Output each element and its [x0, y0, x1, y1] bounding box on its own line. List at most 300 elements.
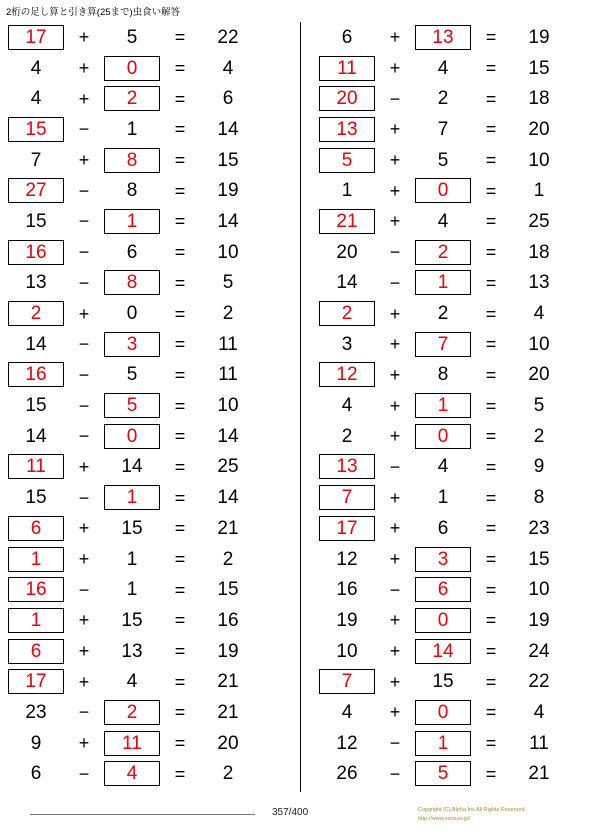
- equation-row: [319, 298, 600, 329]
- operator-symbol: −: [78, 395, 90, 416]
- operand-1: 23: [25, 701, 47, 723]
- operator-symbol: −: [78, 579, 90, 600]
- answer-box-operand-1[interactable]: 12: [319, 362, 375, 387]
- answer-box-operand-1[interactable]: 2: [8, 301, 64, 326]
- equation-row: [8, 268, 300, 299]
- operator-symbol: +: [389, 395, 401, 416]
- equation-row: [319, 421, 600, 452]
- answer-box-operand-1[interactable]: 21: [319, 209, 375, 234]
- result-value: 25: [217, 456, 239, 478]
- equation-row: [319, 329, 600, 360]
- equation-row: [8, 452, 300, 483]
- answer-box-operand-2[interactable]: 1: [415, 731, 471, 756]
- operator-symbol: +: [389, 180, 401, 201]
- result-value: 20: [528, 118, 550, 140]
- answer-box-operand-2[interactable]: 2: [104, 86, 160, 111]
- equals-symbol: =: [174, 763, 186, 784]
- operator-symbol: +: [78, 733, 90, 754]
- operand-1: 4: [341, 395, 353, 417]
- equation-row: [319, 268, 600, 299]
- operand-1: 15: [25, 210, 47, 232]
- answer-box-operand-1[interactable]: 17: [319, 516, 375, 541]
- result-value: 2: [222, 763, 234, 785]
- equals-symbol: =: [485, 242, 497, 263]
- operand-1: 15: [25, 395, 47, 417]
- operator-symbol: +: [78, 88, 90, 109]
- result-value: 9: [533, 456, 545, 478]
- worksheet-column-left: [0, 22, 300, 792]
- result-value: 10: [217, 241, 239, 263]
- equation-row: [319, 114, 600, 145]
- equals-symbol: =: [174, 487, 186, 508]
- operand-2: 4: [437, 57, 449, 79]
- copyright-line-2: http://www.sansuu.jp/: [418, 815, 470, 822]
- answer-box-operand-1[interactable]: 1: [8, 547, 64, 572]
- operand-1: 16: [336, 579, 358, 601]
- answer-box-operand-1[interactable]: 2: [319, 301, 375, 326]
- operator-symbol: −: [78, 763, 90, 784]
- operand-2: 1: [126, 579, 138, 601]
- answer-box-operand-2[interactable]: 2: [104, 700, 160, 725]
- result-value: 15: [217, 579, 239, 601]
- answer-box-operand-1[interactable]: 7: [319, 485, 375, 510]
- copyright-line-1: Copyright (C) Alpha,Inc All Rights Reserved.: [418, 807, 526, 813]
- operator-symbol: +: [389, 487, 401, 508]
- equals-symbol: =: [174, 334, 186, 355]
- equation-row: [8, 513, 300, 544]
- worksheet-column-right: [300, 22, 600, 792]
- operator-symbol: +: [389, 364, 401, 385]
- equation-row: [8, 175, 300, 206]
- operator-symbol: −: [78, 702, 90, 723]
- operator-symbol: +: [389, 610, 401, 631]
- equals-symbol: =: [174, 211, 186, 232]
- operator-symbol: +: [389, 549, 401, 570]
- equals-symbol: =: [174, 119, 186, 140]
- result-value: 10: [528, 579, 550, 601]
- operator-symbol: +: [389, 150, 401, 171]
- equals-symbol: =: [485, 180, 497, 201]
- equation-row: [8, 237, 300, 268]
- answer-box-operand-2[interactable]: 7: [415, 332, 471, 357]
- result-value: 21: [217, 517, 239, 539]
- equation-row: [8, 22, 300, 53]
- result-value: 25: [528, 210, 550, 232]
- answer-box-operand-2[interactable]: 0: [415, 424, 471, 449]
- result-value: 10: [528, 149, 550, 171]
- operand-2: 13: [121, 640, 143, 662]
- operand-2: 7: [437, 118, 449, 140]
- page-title: 2桁の足し算と引き算(25まで)虫食い解答: [6, 7, 181, 18]
- answer-box-operand-2[interactable]: 1: [104, 209, 160, 234]
- operator-symbol: +: [78, 641, 90, 662]
- answer-box-operand-1[interactable]: 16: [8, 362, 64, 387]
- answer-box-operand-1[interactable]: 16: [8, 240, 64, 265]
- answer-box-operand-1[interactable]: 27: [8, 178, 64, 203]
- equation-row: [8, 298, 300, 329]
- result-value: 14: [217, 487, 239, 509]
- operand-2: 6: [126, 241, 138, 263]
- operand-1: 14: [25, 333, 47, 355]
- page-number: 357/400: [272, 807, 309, 818]
- operator-symbol: +: [389, 27, 401, 48]
- equals-symbol: =: [174, 58, 186, 79]
- result-value: 2: [533, 425, 545, 447]
- equation-row: [8, 390, 300, 421]
- equals-symbol: =: [174, 242, 186, 263]
- result-value: 24: [528, 640, 550, 662]
- equals-symbol: =: [485, 88, 497, 109]
- equals-symbol: =: [485, 119, 497, 140]
- operand-2: 6: [437, 517, 449, 539]
- operand-2: 1: [126, 548, 138, 570]
- operand-2: 1: [437, 487, 449, 509]
- equals-symbol: =: [174, 671, 186, 692]
- result-value: 4: [222, 57, 234, 79]
- result-value: 22: [528, 671, 550, 693]
- equals-symbol: =: [485, 334, 497, 355]
- result-value: 5: [533, 395, 545, 417]
- equals-symbol: =: [174, 549, 186, 570]
- equals-symbol: =: [485, 610, 497, 631]
- operand-2: 2: [437, 303, 449, 325]
- equation-row: [319, 728, 600, 759]
- result-value: 4: [533, 303, 545, 325]
- answer-box-operand-1[interactable]: 17: [8, 669, 64, 694]
- equals-symbol: =: [485, 211, 497, 232]
- equals-symbol: =: [174, 180, 186, 201]
- equation-row: [8, 636, 300, 667]
- answer-box-operand-1[interactable]: 15: [8, 117, 64, 142]
- equation-row: [8, 329, 300, 360]
- operand-1: 4: [30, 57, 42, 79]
- answer-box-operand-1[interactable]: 1: [8, 608, 64, 633]
- equals-symbol: =: [174, 456, 186, 477]
- operand-1: 10: [336, 640, 358, 662]
- equals-symbol: =: [485, 426, 497, 447]
- equation-row: [8, 114, 300, 145]
- operator-symbol: +: [78, 150, 90, 171]
- operator-symbol: +: [389, 426, 401, 447]
- result-value: 14: [217, 118, 239, 140]
- operand-2: 15: [121, 609, 143, 631]
- answer-box-operand-2[interactable]: 14: [415, 639, 471, 664]
- equals-symbol: =: [174, 150, 186, 171]
- result-value: 21: [217, 671, 239, 693]
- equals-symbol: =: [485, 27, 497, 48]
- equals-symbol: =: [485, 150, 497, 171]
- answer-box-operand-1[interactable]: 11: [319, 56, 375, 81]
- answer-box-operand-1[interactable]: 5: [319, 148, 375, 173]
- equals-symbol: =: [485, 364, 497, 385]
- equals-symbol: =: [485, 395, 497, 416]
- equation-row: [319, 666, 600, 697]
- operand-2: 4: [437, 210, 449, 232]
- equals-symbol: =: [485, 487, 497, 508]
- equals-symbol: =: [174, 579, 186, 600]
- operator-symbol: +: [78, 303, 90, 324]
- operator-symbol: +: [389, 641, 401, 662]
- answer-box-operand-2[interactable]: 5: [415, 761, 471, 786]
- copyright-notice: [418, 806, 526, 824]
- answer-box-operand-1[interactable]: 7: [319, 669, 375, 694]
- result-value: 6: [222, 88, 234, 110]
- answer-box-operand-2[interactable]: 3: [104, 332, 160, 357]
- equals-symbol: =: [485, 272, 497, 293]
- answer-box-operand-1[interactable]: 13: [319, 117, 375, 142]
- operand-2: 15: [432, 671, 454, 693]
- result-value: 18: [528, 241, 550, 263]
- operator-symbol: −: [78, 272, 90, 293]
- operator-symbol: −: [389, 88, 401, 109]
- equals-symbol: =: [485, 733, 497, 754]
- operator-symbol: +: [389, 58, 401, 79]
- answer-box-operand-2[interactable]: 0: [415, 608, 471, 633]
- result-value: 20: [528, 364, 550, 386]
- operator-symbol: −: [78, 334, 90, 355]
- equals-symbol: =: [485, 641, 497, 662]
- equals-symbol: =: [485, 763, 497, 784]
- operand-2: 8: [126, 180, 138, 202]
- equation-row: [8, 206, 300, 237]
- equation-row: [319, 636, 600, 667]
- result-value: 11: [218, 333, 238, 355]
- equation-row: [319, 360, 600, 391]
- operand-1: 13: [25, 272, 47, 294]
- equals-symbol: =: [174, 610, 186, 631]
- operand-2: 1: [126, 118, 138, 140]
- equation-row: [319, 513, 600, 544]
- equals-symbol: =: [174, 702, 186, 723]
- operand-1: 12: [336, 548, 358, 570]
- result-value: 14: [217, 210, 239, 232]
- result-value: 11: [529, 732, 549, 754]
- operator-symbol: −: [389, 272, 401, 293]
- equation-row: [319, 206, 600, 237]
- result-value: 4: [533, 701, 545, 723]
- result-value: 13: [528, 272, 550, 294]
- equation-row: [319, 83, 600, 114]
- result-value: 5: [222, 272, 234, 294]
- operand-2: 14: [121, 456, 143, 478]
- answer-box-operand-1[interactable]: 20: [319, 86, 375, 111]
- operand-2: 0: [126, 303, 138, 325]
- equals-symbol: =: [174, 88, 186, 109]
- result-value: 1: [533, 180, 545, 202]
- operator-symbol: +: [78, 610, 90, 631]
- operator-symbol: +: [389, 334, 401, 355]
- equals-symbol: =: [174, 27, 186, 48]
- result-value: 16: [217, 609, 239, 631]
- operator-symbol: +: [78, 58, 90, 79]
- answer-box-operand-2[interactable]: 11: [104, 731, 160, 756]
- answer-box-operand-1[interactable]: 6: [8, 639, 64, 664]
- answer-box-operand-2[interactable]: 0: [415, 178, 471, 203]
- result-value: 19: [528, 609, 550, 631]
- result-value: 10: [217, 395, 239, 417]
- equation-row: [319, 605, 600, 636]
- equation-row: [319, 145, 600, 176]
- result-value: 19: [528, 26, 550, 48]
- equals-symbol: =: [174, 641, 186, 662]
- operator-symbol: +: [389, 518, 401, 539]
- operand-1: 6: [30, 763, 42, 785]
- result-value: 15: [528, 548, 550, 570]
- equation-row: [8, 482, 300, 513]
- result-value: 21: [528, 763, 550, 785]
- operator-symbol: +: [389, 702, 401, 723]
- result-value: 15: [528, 57, 550, 79]
- equals-symbol: =: [485, 518, 497, 539]
- operator-symbol: −: [389, 733, 401, 754]
- result-value: 15: [217, 149, 239, 171]
- operand-1: 26: [336, 763, 358, 785]
- operator-symbol: −: [78, 119, 90, 140]
- equals-symbol: =: [485, 303, 497, 324]
- equation-row: [319, 482, 600, 513]
- equals-symbol: =: [174, 518, 186, 539]
- operator-symbol: +: [78, 456, 90, 477]
- equals-symbol: =: [485, 579, 497, 600]
- equation-row: [8, 421, 300, 452]
- operand-1: 9: [30, 732, 42, 754]
- answer-box-operand-2[interactable]: 0: [104, 424, 160, 449]
- operand-1: 3: [341, 333, 353, 355]
- equation-row: [319, 697, 600, 728]
- answer-box-operand-2[interactable]: 2: [415, 240, 471, 265]
- operand-1: 2: [341, 425, 353, 447]
- answer-box-operand-2[interactable]: 0: [415, 700, 471, 725]
- operator-symbol: −: [389, 456, 401, 477]
- operator-symbol: +: [389, 211, 401, 232]
- equals-symbol: =: [174, 272, 186, 293]
- operand-1: 4: [341, 701, 353, 723]
- operator-symbol: −: [389, 579, 401, 600]
- answer-box-operand-2[interactable]: 8: [104, 148, 160, 173]
- operand-2: 2: [437, 88, 449, 110]
- operand-2: 4: [437, 456, 449, 478]
- operand-1: 19: [336, 609, 358, 631]
- operand-1: 14: [336, 272, 358, 294]
- answer-box-operand-2[interactable]: 4: [104, 761, 160, 786]
- equation-row: [319, 22, 600, 53]
- operand-2: 4: [126, 671, 138, 693]
- operator-symbol: +: [78, 27, 90, 48]
- result-value: 8: [533, 487, 545, 509]
- equation-row: [8, 145, 300, 176]
- operator-symbol: +: [78, 549, 90, 570]
- operator-symbol: +: [389, 671, 401, 692]
- equals-symbol: =: [485, 549, 497, 570]
- result-value: 22: [217, 26, 239, 48]
- equation-row: [8, 759, 300, 790]
- answer-box-operand-2[interactable]: 8: [104, 270, 160, 295]
- result-value: 14: [217, 425, 239, 447]
- operand-1: 20: [336, 241, 358, 263]
- operand-1: 4: [30, 88, 42, 110]
- equals-symbol: =: [485, 702, 497, 723]
- answer-box-operand-2[interactable]: 5: [104, 393, 160, 418]
- operand-2: 5: [126, 26, 138, 48]
- answer-box-operand-2[interactable]: 0: [104, 56, 160, 81]
- equation-row: [8, 360, 300, 391]
- equals-symbol: =: [485, 671, 497, 692]
- result-value: 23: [528, 517, 550, 539]
- worksheet-columns: [0, 22, 600, 792]
- operand-1: 7: [30, 149, 42, 171]
- result-value: 19: [217, 640, 239, 662]
- equation-row: [8, 728, 300, 759]
- operator-symbol: +: [389, 119, 401, 140]
- result-value: 21: [217, 701, 239, 723]
- answer-box-operand-1[interactable]: 16: [8, 577, 64, 602]
- answer-box-operand-1[interactable]: 6: [8, 516, 64, 541]
- equation-row: [8, 574, 300, 605]
- operand-2: 5: [437, 149, 449, 171]
- equals-symbol: =: [174, 395, 186, 416]
- operator-symbol: −: [78, 242, 90, 263]
- operand-1: 1: [341, 180, 353, 202]
- answer-box-operand-2[interactable]: 1: [104, 485, 160, 510]
- result-value: 20: [217, 732, 239, 754]
- equation-row: [319, 544, 600, 575]
- operator-symbol: −: [78, 180, 90, 201]
- operand-2: 15: [121, 517, 143, 539]
- result-value: 2: [222, 303, 234, 325]
- result-value: 19: [217, 180, 239, 202]
- answer-box-operand-2[interactable]: 6: [415, 577, 471, 602]
- equals-symbol: =: [485, 456, 497, 477]
- equation-row: [319, 175, 600, 206]
- equation-row: [319, 53, 600, 84]
- operator-symbol: −: [78, 487, 90, 508]
- equals-symbol: =: [485, 58, 497, 79]
- footer-divider: [30, 814, 255, 815]
- operand-1: 14: [25, 425, 47, 447]
- equation-row: [319, 237, 600, 268]
- operator-symbol: +: [78, 671, 90, 692]
- operator-symbol: +: [389, 303, 401, 324]
- result-value: 18: [528, 88, 550, 110]
- answer-box-operand-1[interactable]: 17: [8, 25, 64, 50]
- equation-row: [319, 452, 600, 483]
- result-value: 2: [222, 548, 234, 570]
- operator-symbol: −: [78, 211, 90, 232]
- operator-symbol: −: [78, 426, 90, 447]
- equation-row: [319, 390, 600, 421]
- result-value: 11: [218, 364, 238, 386]
- operator-symbol: −: [78, 364, 90, 385]
- answer-box-operand-2[interactable]: 1: [415, 393, 471, 418]
- operand-2: 8: [437, 364, 449, 386]
- answer-box-operand-2[interactable]: 3: [415, 547, 471, 572]
- equation-row: [8, 605, 300, 636]
- answer-box-operand-1[interactable]: 11: [8, 454, 64, 479]
- operator-symbol: −: [389, 242, 401, 263]
- operand-1: 6: [341, 26, 353, 48]
- equation-row: [8, 83, 300, 114]
- operand-1: 15: [25, 487, 47, 509]
- equals-symbol: =: [174, 303, 186, 324]
- equation-row: [8, 666, 300, 697]
- equation-row: [319, 759, 600, 790]
- answer-box-operand-2[interactable]: 13: [415, 25, 471, 50]
- answer-box-operand-1[interactable]: 13: [319, 454, 375, 479]
- operand-1: 12: [336, 732, 358, 754]
- answer-box-operand-2[interactable]: 1: [415, 270, 471, 295]
- result-value: 10: [528, 333, 550, 355]
- equation-row: [8, 53, 300, 84]
